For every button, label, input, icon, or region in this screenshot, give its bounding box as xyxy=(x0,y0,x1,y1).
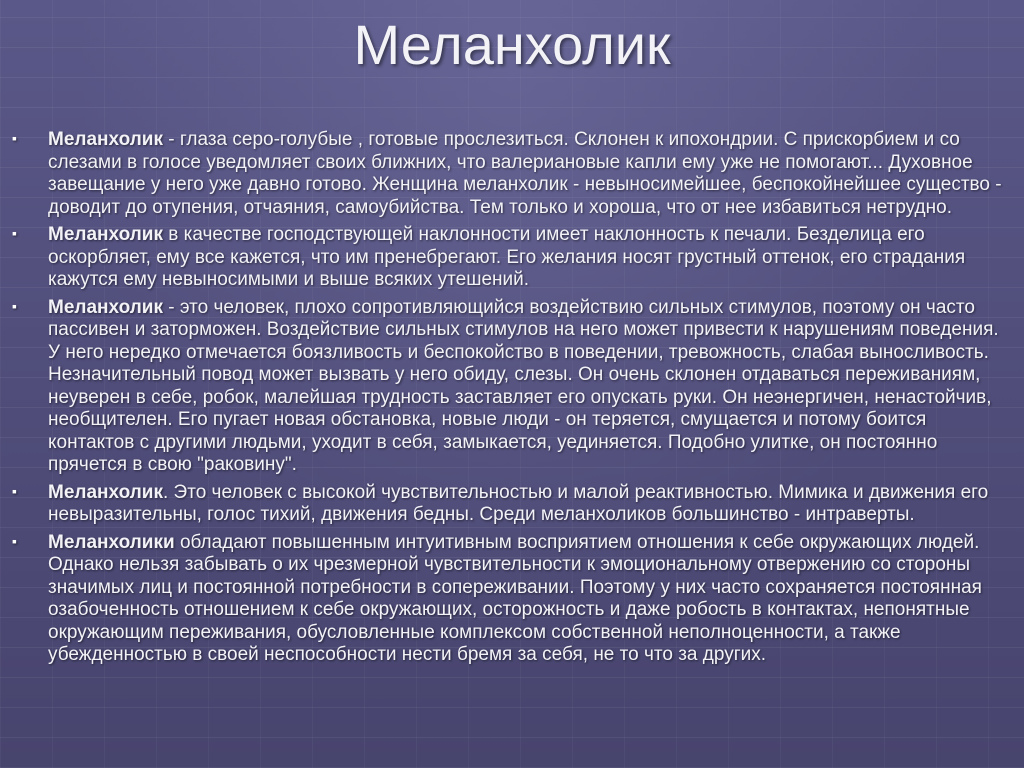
bullet-text: - глаза серо-голубые , готовые прослезиться. Склонен к ипохондрии. С прискорбием и со слезами в голосе уведомляет своих ближних, что валериановые капли ему уже не помогают... Духовное завещание у него уже давно готово. Женщина меланхолик - невыносимейшее, беспокойнейшее существо - доводит до отупения, отчаяния, самоубийства. Тем только и хороша, что от нее избавиться нетрудно. xyxy=(48,129,1002,218)
bullet-item xyxy=(12,532,1014,667)
bullet-text: в качестве господствующей наклонности имеет наклонность к печали. Безделица его оскорбляет, ему все кажется, что им пренебрегают. Его желания носят грустный оттенок, его страдания кажутся ему невыносимыми и выше всяких утешений. xyxy=(48,224,966,290)
bullet-item xyxy=(12,482,1014,527)
bullet-lead-word: Меланхолик xyxy=(48,224,163,245)
bullet-lead-word: Меланхолик xyxy=(48,296,163,318)
bullet-lead-word: Меланхолик xyxy=(48,129,163,150)
square-bullet-icon: ▪ xyxy=(12,297,17,314)
bullet-list xyxy=(12,129,1014,672)
bullet-text: обладают повышенным интуитивным восприятием отношения к себе окружающих людей. Однако нельзя забывать о их чрезмерной чувствительности к эмоциональному отвержению со стороны значимых лиц и постоянной потребности в сопереживании. Поэтому у них часто сохраняется постоянная озабоченность отношением к себе окружающих, осторожность и даже робость в контактах, непонятные окружающим переживания, обусловленные комплексом собственной неполноценности, а также убежденностью в своей неспособности нести бремя за себя, не то что за других. xyxy=(48,531,982,665)
square-bullet-icon: ▪ xyxy=(12,482,17,499)
slide-title: Меланхолик xyxy=(353,13,671,76)
bullet-text: . Это человек с высокой чувствительностью и малой реактивностью. Мимика и движения его невыразительны, голос тихий, движения бедны. Среди меланхоликов большинство - интраверты. xyxy=(48,481,989,525)
bullet-lead-word: Меланхолики xyxy=(48,531,175,553)
bullet-lead-word: Меланхолик xyxy=(48,481,163,503)
bullet-item xyxy=(12,224,1014,292)
square-bullet-icon: ▪ xyxy=(12,532,17,549)
bullet-item xyxy=(12,297,1014,477)
bullet-item xyxy=(12,129,1014,219)
bullet-text: - это человек, плохо сопротивляющийся воздействию сильных стимулов, поэтому он часто пассивен и заторможен. Воздействие сильных стимулов на него может привести к нарушениям поведения. У него нередко отмечается боязливость и беспокойство в поведении, тревожность, слабая выносливость. Незначительный повод может вызвать у него обиду, слезы. Он очень склонен отдаваться переживаниям, неуверен в себе, робок, малейшая трудность заставляет его опускать руки. Он неэнергичен, ненастойчив, необщителен. Его пугает новая обстановка, новые люди - он теряется, смущается и потому боится контактов с другими людьми, уходит в себя, замыкается, уединяется. Подобно улитке, он постоянно прячется в свою "раковину". xyxy=(48,296,999,475)
square-bullet-icon: ▪ xyxy=(12,130,17,146)
square-bullet-icon: ▪ xyxy=(12,225,17,241)
